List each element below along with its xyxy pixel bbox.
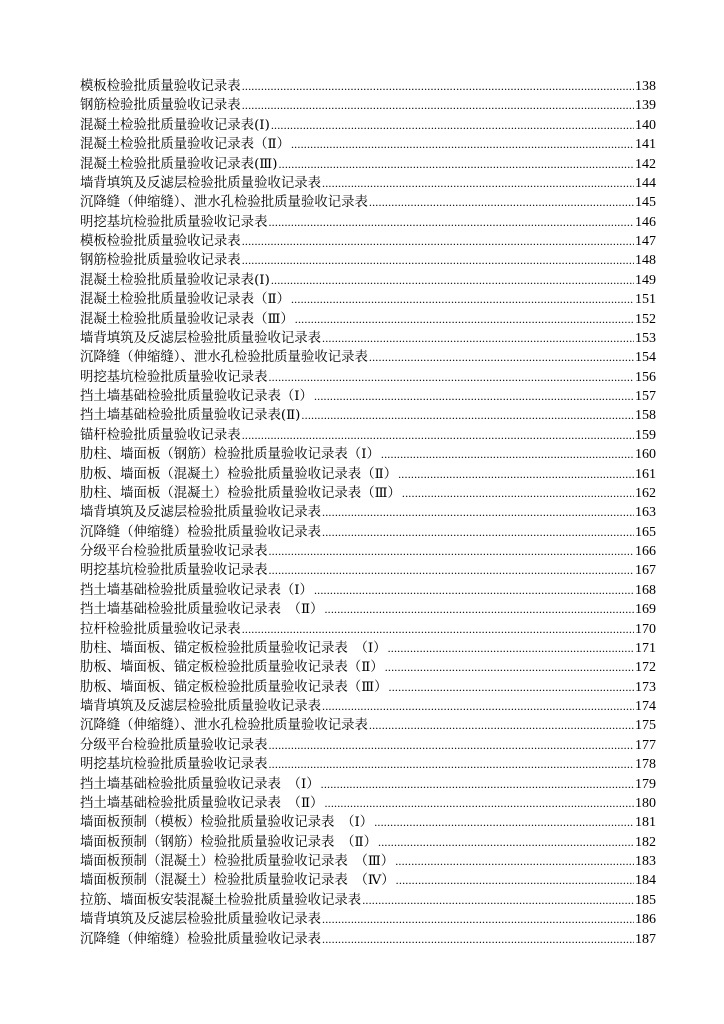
toc-entry-title: 明挖基坑检验批质量验收记录表	[80, 369, 268, 385]
toc-entry[interactable]	[80, 174, 656, 193]
toc-dot-leader	[388, 639, 634, 658]
toc-entry-title: 沉降缝（伸缩缝）、泄水孔检验批质量验收记录表	[80, 350, 368, 366]
toc-entry[interactable]	[80, 775, 656, 794]
toc-entry-title: 墙背填筑及反滤层检验批质量验收记录表	[80, 330, 322, 346]
toc-entry-title: 沉降缝（伸缩缝）检验批质量验收记录表	[80, 524, 322, 540]
toc-dot-leader	[374, 813, 634, 832]
toc-entry-page-number: 172	[635, 660, 656, 676]
toc-entry-page-number: 162	[635, 485, 656, 501]
toc-entry-page-number: 158	[635, 408, 656, 424]
toc-entry-title: 明挖基坑检验批质量验收记录表	[80, 757, 268, 773]
toc-entry-page-number: 151	[635, 292, 656, 308]
toc-entry-title: 墙背填筑及反滤层检验批质量验收记录表	[80, 505, 322, 521]
toc-entry-page-number: 163	[635, 505, 656, 521]
toc-entry-title: 模板检验批质量验收记录表	[80, 234, 241, 249]
toc-entry-title: 混凝土检验批质量验收记录表(Ⅰ)	[80, 117, 270, 133]
toc-dot-leader	[242, 77, 634, 96]
toc-entry-page-number: 182	[635, 834, 656, 850]
toc-entry-page-number: 157	[635, 389, 656, 404]
toc-dot-leader	[295, 310, 634, 329]
toc-entry-title: 混凝土检验批质量验收记录表（Ⅲ）	[80, 311, 294, 327]
toc-entry[interactable]	[80, 445, 656, 464]
toc-entry[interactable]	[80, 561, 656, 580]
toc-entry-title: 肋板、墙面板、锚定板检验批质量验收记录表（Ⅲ）	[80, 679, 388, 695]
toc-entry[interactable]	[80, 523, 656, 542]
toc-entry[interactable]	[80, 833, 656, 852]
toc-entry[interactable]	[80, 581, 656, 600]
toc-dot-leader	[324, 600, 634, 619]
toc-entry-page-number: 152	[635, 311, 656, 327]
toc-entry[interactable]	[80, 871, 656, 890]
toc-entry[interactable]	[80, 658, 656, 677]
toc-dot-leader	[268, 736, 634, 755]
toc-dot-leader	[271, 271, 634, 290]
toc-dot-leader	[268, 213, 634, 232]
toc-entry[interactable]	[80, 348, 656, 367]
toc-entry-title: 明挖基坑检验批质量验收记录表	[80, 214, 268, 230]
toc-entry[interactable]	[80, 271, 656, 290]
toc-entry-page-number: 141	[635, 137, 656, 153]
toc-entry-title: 钢筋检验批质量验收记录表	[80, 98, 241, 114]
toc-entry-title: 明挖基坑检验批质量验收记录表	[80, 563, 268, 579]
toc-dot-leader	[322, 329, 634, 348]
toc-dot-leader	[291, 290, 634, 309]
toc-entry[interactable]	[80, 930, 656, 949]
toc-entry[interactable]	[80, 503, 656, 522]
toc-entry-title: 肋板、墙面板（混凝土）检验批质量验收记录表（Ⅱ）	[80, 466, 398, 482]
toc-entry-title: 钢筋检验批质量验收记录表	[80, 253, 241, 269]
toc-dot-leader	[322, 910, 634, 929]
toc-dot-leader	[314, 387, 634, 406]
toc-entry[interactable]	[80, 736, 656, 755]
toc-dot-leader	[369, 193, 634, 212]
toc-dot-leader	[271, 116, 634, 135]
toc-dot-leader	[398, 465, 634, 484]
toc-entry-page-number: 179	[635, 776, 656, 792]
toc-entry-page-number: 160	[635, 447, 656, 463]
toc-entry[interactable]	[80, 310, 656, 329]
toc-entry-page-number: 171	[635, 640, 656, 656]
toc-dot-leader	[278, 155, 634, 174]
toc-entry-title: 墙面板预制（模板）检验批质量验收记录表 （Ⅰ）	[80, 815, 374, 831]
toc-entry-title: 混凝土检验批质量验收记录表(Ⅰ)	[80, 272, 270, 288]
toc-dot-leader	[301, 406, 634, 425]
toc-entry[interactable]	[80, 135, 656, 154]
toc-entry-page-number: 165	[635, 524, 656, 540]
toc-dot-leader	[242, 426, 634, 445]
toc-entry-page-number: 148	[635, 253, 656, 269]
toc-entry-page-number: 170	[635, 621, 656, 637]
toc-entry-page-number: 169	[635, 602, 656, 618]
toc-entry[interactable]	[80, 697, 656, 716]
toc-entry-page-number: 145	[635, 195, 656, 211]
toc-dot-leader	[369, 716, 634, 735]
toc-entry[interactable]	[80, 484, 656, 503]
toc-dot-leader	[322, 174, 634, 193]
toc-entry[interactable]	[80, 387, 656, 406]
toc-entry-page-number: 174	[635, 699, 656, 714]
toc-entry[interactable]	[80, 852, 656, 871]
toc-entry-page-number: 146	[635, 214, 656, 230]
toc-entry-page-number: 187	[635, 931, 656, 947]
toc-entry-title: 墙背填筑及反滤层检验批质量验收记录表	[80, 699, 322, 714]
toc-dot-leader	[322, 697, 634, 716]
toc-entry-page-number: 181	[635, 815, 656, 831]
toc-dot-leader	[381, 445, 634, 464]
toc-entry[interactable]	[80, 813, 656, 832]
toc-entry-title: 墙面板预制（混凝土）检验批质量验收记录表 （Ⅲ）	[80, 854, 395, 869]
toc-entry-page-number: 139	[635, 98, 656, 114]
toc-entry-page-number: 138	[635, 79, 656, 94]
toc-dot-leader	[402, 484, 634, 503]
toc-entry-title: 挡土墙基础检验批质量验收记录表 （Ⅱ）	[80, 795, 324, 811]
toc-dot-leader	[242, 620, 634, 639]
toc-entry[interactable]	[80, 329, 656, 348]
toc-entry[interactable]	[80, 426, 656, 445]
toc-entry-title: 墙背填筑及反滤层检验批质量验收记录表	[80, 912, 322, 928]
toc-entry-title: 肋柱、墙面板、锚定板检验批质量验收记录表 （Ⅰ）	[80, 640, 387, 656]
toc-entry-title: 挡土墙基础检验批质量验收记录表（Ⅰ）	[80, 582, 313, 598]
toc-dot-leader	[321, 775, 634, 794]
toc-entry-title: 混凝土检验批质量验收记录表（Ⅱ）	[80, 292, 290, 308]
toc-entry[interactable]	[80, 639, 656, 658]
toc-entry-title: 墙面板预制（混凝土）检验批质量验收记录表 （Ⅳ）	[80, 873, 395, 889]
toc-entry[interactable]	[80, 465, 656, 484]
toc-dot-leader	[395, 852, 634, 871]
toc-entry-page-number: 154	[635, 350, 656, 366]
toc-entry[interactable]	[80, 116, 656, 135]
toc-entry-title: 挡土墙基础检验批质量验收记录表（Ⅰ）	[80, 389, 313, 404]
toc-dot-leader	[322, 523, 634, 542]
toc-dot-leader	[389, 678, 634, 697]
toc-entry-title: 沉降缝（伸缩缝）、泄水孔检验批质量验收记录表	[80, 195, 368, 211]
toc-entry-title: 肋柱、墙面板（钢筋）检验批质量验收记录表（Ⅰ）	[80, 447, 380, 463]
toc-dot-leader	[268, 368, 634, 387]
table-of-contents	[80, 77, 656, 949]
toc-entry[interactable]	[80, 96, 656, 115]
toc-dot-leader	[268, 755, 634, 774]
toc-entry-page-number: 185	[635, 892, 656, 908]
toc-dot-leader	[268, 542, 634, 561]
toc-entry-page-number: 147	[635, 234, 656, 249]
toc-entry[interactable]	[80, 193, 656, 212]
toc-entry-page-number: 177	[635, 737, 656, 753]
toc-entry-page-number: 173	[635, 679, 656, 695]
toc-entry-title: 肋柱、墙面板（混凝土）检验批质量验收记录表（Ⅲ）	[80, 485, 401, 501]
toc-dot-leader	[242, 96, 634, 115]
toc-entry-title: 混凝土检验批质量验收记录表（Ⅱ）	[80, 137, 290, 153]
toc-dot-leader	[324, 794, 634, 813]
toc-entry[interactable]	[80, 600, 656, 619]
toc-entry[interactable]	[80, 406, 656, 425]
toc-entry-page-number: 167	[635, 563, 656, 579]
toc-entry-page-number: 184	[635, 873, 656, 889]
toc-entry-page-number: 178	[635, 757, 656, 773]
toc-entry-page-number: 168	[635, 582, 656, 598]
toc-dot-leader	[268, 561, 634, 580]
toc-entry[interactable]	[80, 251, 656, 270]
toc-entry-page-number: 149	[635, 272, 656, 288]
toc-entry[interactable]	[80, 678, 656, 697]
toc-entry-title: 拉杆检验批质量验收记录表	[80, 621, 241, 637]
toc-entry[interactable]	[80, 77, 656, 96]
toc-dot-leader	[369, 348, 634, 367]
toc-entry-page-number: 144	[635, 175, 656, 191]
toc-entry-title: 拉筋、墙面板安装混凝土检验批质量验收记录表	[80, 892, 362, 908]
toc-entry[interactable]	[80, 716, 656, 735]
toc-entry-title: 肋板、墙面板、锚定板检验批质量验收记录表（Ⅱ）	[80, 660, 384, 676]
toc-entry[interactable]	[80, 155, 656, 174]
toc-dot-leader	[322, 503, 634, 522]
toc-entry-title: 沉降缝（伸缩缝）检验批质量验收记录表	[80, 931, 322, 947]
toc-entry-title: 挡土墙基础检验批质量验收记录表 （Ⅰ）	[80, 776, 320, 792]
toc-entry-title: 锚杆检验批质量验收记录表	[80, 427, 241, 443]
toc-entry-page-number: 183	[635, 854, 656, 869]
toc-dot-leader	[362, 891, 634, 910]
toc-entry[interactable]	[80, 620, 656, 639]
toc-entry-page-number: 153	[635, 330, 656, 346]
toc-entry-page-number: 186	[635, 912, 656, 928]
toc-entry-title: 挡土墙基础检验批质量验收记录表 （Ⅱ）	[80, 602, 324, 618]
toc-entry-title: 墙背填筑及反滤层检验批质量验收记录表	[80, 175, 322, 191]
toc-dot-leader	[385, 658, 634, 677]
toc-entry-page-number: 159	[635, 427, 656, 443]
toc-entry-page-number: 175	[635, 718, 656, 734]
toc-entry-title: 分级平台检验批质量验收记录表	[80, 737, 268, 753]
toc-dot-leader	[242, 251, 634, 270]
toc-entry-page-number: 161	[635, 466, 656, 482]
toc-entry-title: 混凝土检验批质量验收记录表(Ⅲ)	[80, 156, 278, 172]
toc-entry-page-number: 180	[635, 795, 656, 811]
toc-entry-title: 挡土墙基础检验批质量验收记录表(Ⅱ)	[80, 408, 301, 424]
toc-entry-page-number: 156	[635, 369, 656, 385]
toc-entry-page-number: 142	[635, 156, 656, 172]
toc-entry-title: 模板检验批质量验收记录表	[80, 79, 241, 94]
toc-dot-leader	[242, 232, 634, 251]
toc-entry[interactable]	[80, 891, 656, 910]
toc-dot-leader	[322, 930, 634, 949]
toc-dot-leader	[378, 833, 634, 852]
toc-dot-leader	[314, 581, 634, 600]
toc-dot-leader	[291, 135, 634, 154]
toc-entry-title: 分级平台检验批质量验收记录表	[80, 544, 268, 559]
toc-entry[interactable]	[80, 755, 656, 774]
toc-entry-page-number: 166	[635, 544, 656, 559]
toc-entry-title: 沉降缝（伸缩缝）、泄水孔检验批质量验收记录表	[80, 718, 368, 734]
toc-entry[interactable]	[80, 232, 656, 251]
toc-entry[interactable]	[80, 368, 656, 387]
toc-entry[interactable]	[80, 290, 656, 309]
toc-entry[interactable]	[80, 794, 656, 813]
toc-entry[interactable]	[80, 542, 656, 561]
toc-entry-title: 墙面板预制（钢筋）检验批质量验收记录表 （Ⅱ）	[80, 834, 377, 850]
toc-dot-leader	[396, 871, 634, 890]
toc-entry[interactable]	[80, 910, 656, 929]
toc-entry[interactable]	[80, 213, 656, 232]
toc-entry-page-number: 140	[635, 117, 656, 133]
